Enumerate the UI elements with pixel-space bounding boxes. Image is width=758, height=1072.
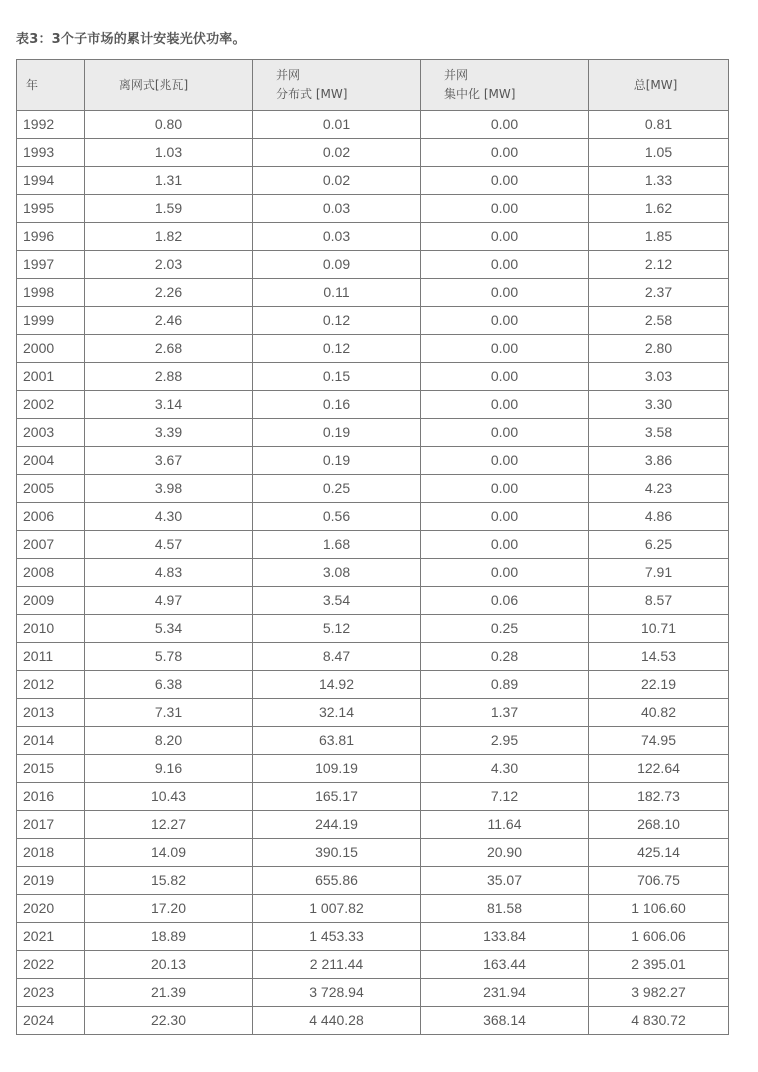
table-row	[17, 251, 729, 279]
cell-year: 2018	[17, 839, 85, 867]
cell-distributed: 1 453.33	[253, 923, 421, 951]
cell-off-grid: 2.88	[85, 363, 253, 391]
cell-off-grid: 12.27	[85, 811, 253, 839]
cell-year: 2016	[17, 783, 85, 811]
cell-off-grid: 5.78	[85, 643, 253, 671]
table-row	[17, 167, 729, 195]
cell-distributed: 32.14	[253, 699, 421, 727]
cell-year: 2001	[17, 363, 85, 391]
cell-total: 3.58	[589, 419, 729, 447]
cell-total: 40.82	[589, 699, 729, 727]
cell-total: 3.30	[589, 391, 729, 419]
cell-distributed: 0.25	[253, 475, 421, 503]
cell-centralized: 4.30	[421, 755, 589, 783]
table-row	[17, 951, 729, 979]
cell-total: 22.19	[589, 671, 729, 699]
cell-off-grid: 3.98	[85, 475, 253, 503]
cell-distributed: 2 211.44	[253, 951, 421, 979]
cell-distributed: 3 728.94	[253, 979, 421, 1007]
cell-centralized: 11.64	[421, 811, 589, 839]
cell-centralized: 0.00	[421, 279, 589, 307]
cell-distributed: 63.81	[253, 727, 421, 755]
table-row	[17, 223, 729, 251]
cell-year: 2023	[17, 979, 85, 1007]
table-row	[17, 111, 729, 139]
cell-year: 2004	[17, 447, 85, 475]
cell-total: 4.86	[589, 503, 729, 531]
cell-total: 74.95	[589, 727, 729, 755]
table-row	[17, 867, 729, 895]
cell-total: 2.58	[589, 307, 729, 335]
table-row	[17, 923, 729, 951]
cell-centralized: 0.00	[421, 167, 589, 195]
cell-centralized: 0.00	[421, 251, 589, 279]
cell-total: 7.91	[589, 559, 729, 587]
cell-off-grid: 3.39	[85, 419, 253, 447]
cell-off-grid: 3.14	[85, 391, 253, 419]
cell-distributed: 1.68	[253, 531, 421, 559]
cell-year: 1997	[17, 251, 85, 279]
cell-off-grid: 8.20	[85, 727, 253, 755]
cell-off-grid: 9.16	[85, 755, 253, 783]
cell-off-grid: 4.83	[85, 559, 253, 587]
table-row	[17, 447, 729, 475]
table-row	[17, 671, 729, 699]
table-row	[17, 279, 729, 307]
cell-centralized: 0.00	[421, 475, 589, 503]
cell-year: 2010	[17, 615, 85, 643]
cell-year: 2005	[17, 475, 85, 503]
cell-total: 2 395.01	[589, 951, 729, 979]
table-row	[17, 783, 729, 811]
table-row	[17, 587, 729, 615]
cell-year: 2000	[17, 335, 85, 363]
table-caption: 表3：3个子市场的累计安装光伏功率。	[16, 32, 246, 47]
cell-off-grid: 14.09	[85, 839, 253, 867]
cell-total: 3 982.27	[589, 979, 729, 1007]
cell-total: 706.75	[589, 867, 729, 895]
cell-total: 0.81	[589, 111, 729, 139]
table-row	[17, 643, 729, 671]
cell-total: 8.57	[589, 587, 729, 615]
cell-distributed: 109.19	[253, 755, 421, 783]
pv-capacity-table	[16, 59, 729, 1035]
cell-centralized: 0.00	[421, 195, 589, 223]
cell-total: 1.62	[589, 195, 729, 223]
cell-year: 2007	[17, 531, 85, 559]
table-row	[17, 727, 729, 755]
cell-year: 2022	[17, 951, 85, 979]
cell-off-grid: 2.46	[85, 307, 253, 335]
cell-off-grid: 17.20	[85, 895, 253, 923]
cell-total: 1.85	[589, 223, 729, 251]
cell-distributed: 3.54	[253, 587, 421, 615]
cell-year: 1999	[17, 307, 85, 335]
header-row	[17, 60, 729, 111]
cell-total: 1.05	[589, 139, 729, 167]
header-year: 年	[17, 60, 85, 111]
header-centralized-line1: 并网	[444, 68, 469, 82]
cell-total: 1 106.60	[589, 895, 729, 923]
table-row	[17, 839, 729, 867]
cell-centralized: 35.07	[421, 867, 589, 895]
cell-year: 2009	[17, 587, 85, 615]
cell-year: 2017	[17, 811, 85, 839]
table-row	[17, 475, 729, 503]
cell-distributed: 390.15	[253, 839, 421, 867]
cell-centralized: 0.25	[421, 615, 589, 643]
header-total: 总[MW]	[589, 60, 729, 111]
cell-off-grid: 2.03	[85, 251, 253, 279]
table-row	[17, 195, 729, 223]
cell-off-grid: 10.43	[85, 783, 253, 811]
cell-distributed: 0.03	[253, 223, 421, 251]
cell-distributed: 0.19	[253, 419, 421, 447]
cell-distributed: 0.15	[253, 363, 421, 391]
cell-centralized: 0.00	[421, 335, 589, 363]
cell-off-grid: 18.89	[85, 923, 253, 951]
table-row	[17, 699, 729, 727]
cell-year: 2015	[17, 755, 85, 783]
cell-year: 1992	[17, 111, 85, 139]
cell-distributed: 3.08	[253, 559, 421, 587]
cell-distributed: 0.09	[253, 251, 421, 279]
cell-centralized: 0.00	[421, 503, 589, 531]
cell-centralized: 0.00	[421, 111, 589, 139]
table-row	[17, 391, 729, 419]
cell-centralized: 0.00	[421, 363, 589, 391]
cell-distributed: 8.47	[253, 643, 421, 671]
cell-distributed: 14.92	[253, 671, 421, 699]
cell-distributed: 1 007.82	[253, 895, 421, 923]
cell-distributed: 0.02	[253, 139, 421, 167]
table-body	[17, 111, 729, 1035]
cell-total: 2.12	[589, 251, 729, 279]
table-row	[17, 363, 729, 391]
table-row	[17, 503, 729, 531]
header-off-grid: 离网式[兆瓦]	[85, 60, 253, 111]
cell-centralized: 0.00	[421, 419, 589, 447]
cell-off-grid: 3.67	[85, 447, 253, 475]
cell-distributed: 0.01	[253, 111, 421, 139]
cell-centralized: 0.00	[421, 447, 589, 475]
cell-distributed: 655.86	[253, 867, 421, 895]
cell-centralized: 163.44	[421, 951, 589, 979]
cell-total: 10.71	[589, 615, 729, 643]
cell-centralized: 81.58	[421, 895, 589, 923]
table-row	[17, 615, 729, 643]
cell-distributed: 0.19	[253, 447, 421, 475]
cell-year: 2024	[17, 1007, 85, 1035]
cell-off-grid: 21.39	[85, 979, 253, 1007]
cell-year: 1998	[17, 279, 85, 307]
cell-year: 2019	[17, 867, 85, 895]
cell-centralized: 0.00	[421, 307, 589, 335]
cell-off-grid: 2.26	[85, 279, 253, 307]
cell-centralized: 0.00	[421, 223, 589, 251]
table-row	[17, 811, 729, 839]
cell-year: 2008	[17, 559, 85, 587]
cell-centralized: 133.84	[421, 923, 589, 951]
table-header	[17, 60, 729, 111]
cell-year: 2013	[17, 699, 85, 727]
cell-centralized: 2.95	[421, 727, 589, 755]
cell-total: 4.23	[589, 475, 729, 503]
table-row	[17, 895, 729, 923]
table-row	[17, 979, 729, 1007]
cell-distributed: 0.03	[253, 195, 421, 223]
cell-centralized: 0.06	[421, 587, 589, 615]
cell-year: 1994	[17, 167, 85, 195]
cell-off-grid: 20.13	[85, 951, 253, 979]
cell-off-grid: 15.82	[85, 867, 253, 895]
table-row	[17, 335, 729, 363]
cell-centralized: 7.12	[421, 783, 589, 811]
cell-centralized: 0.00	[421, 559, 589, 587]
cell-off-grid: 1.31	[85, 167, 253, 195]
cell-total: 3.86	[589, 447, 729, 475]
table-row	[17, 419, 729, 447]
cell-distributed: 0.02	[253, 167, 421, 195]
cell-off-grid: 4.97	[85, 587, 253, 615]
header-distributed-line2: 分布式 [MW]	[276, 87, 348, 101]
cell-total: 6.25	[589, 531, 729, 559]
cell-centralized: 0.00	[421, 139, 589, 167]
cell-total: 425.14	[589, 839, 729, 867]
cell-distributed: 0.56	[253, 503, 421, 531]
cell-total: 122.64	[589, 755, 729, 783]
cell-centralized: 368.14	[421, 1007, 589, 1035]
table-row	[17, 307, 729, 335]
cell-off-grid: 22.30	[85, 1007, 253, 1035]
cell-total: 14.53	[589, 643, 729, 671]
cell-off-grid: 2.68	[85, 335, 253, 363]
table-row	[17, 139, 729, 167]
cell-distributed: 165.17	[253, 783, 421, 811]
cell-off-grid: 7.31	[85, 699, 253, 727]
cell-off-grid: 1.82	[85, 223, 253, 251]
header-distributed-line1: 并网	[276, 68, 301, 82]
cell-year: 1995	[17, 195, 85, 223]
cell-total: 268.10	[589, 811, 729, 839]
cell-off-grid: 1.03	[85, 139, 253, 167]
cell-year: 2020	[17, 895, 85, 923]
cell-centralized: 0.28	[421, 643, 589, 671]
cell-centralized: 231.94	[421, 979, 589, 1007]
cell-centralized: 1.37	[421, 699, 589, 727]
cell-year: 2002	[17, 391, 85, 419]
cell-total: 3.03	[589, 363, 729, 391]
table-row	[17, 1007, 729, 1035]
cell-centralized: 0.89	[421, 671, 589, 699]
cell-off-grid: 4.30	[85, 503, 253, 531]
cell-centralized: 20.90	[421, 839, 589, 867]
cell-off-grid: 5.34	[85, 615, 253, 643]
cell-distributed: 5.12	[253, 615, 421, 643]
cell-total: 4 830.72	[589, 1007, 729, 1035]
cell-distributed: 4 440.28	[253, 1007, 421, 1035]
cell-off-grid: 1.59	[85, 195, 253, 223]
cell-distributed: 0.11	[253, 279, 421, 307]
cell-distributed: 0.16	[253, 391, 421, 419]
cell-off-grid: 4.57	[85, 531, 253, 559]
header-centralized	[421, 60, 589, 111]
cell-year: 1996	[17, 223, 85, 251]
cell-year: 2021	[17, 923, 85, 951]
cell-year: 2011	[17, 643, 85, 671]
table-row	[17, 755, 729, 783]
cell-total: 1.33	[589, 167, 729, 195]
header-centralized-line2: 集中化 [MW]	[444, 87, 516, 101]
cell-year: 2012	[17, 671, 85, 699]
cell-distributed: 244.19	[253, 811, 421, 839]
cell-year: 2014	[17, 727, 85, 755]
cell-centralized: 0.00	[421, 531, 589, 559]
cell-off-grid: 6.38	[85, 671, 253, 699]
cell-year: 2006	[17, 503, 85, 531]
cell-total: 2.80	[589, 335, 729, 363]
table-row	[17, 559, 729, 587]
cell-total: 1 606.06	[589, 923, 729, 951]
cell-distributed: 0.12	[253, 307, 421, 335]
cell-distributed: 0.12	[253, 335, 421, 363]
cell-total: 182.73	[589, 783, 729, 811]
cell-total: 2.37	[589, 279, 729, 307]
cell-year: 2003	[17, 419, 85, 447]
table-row	[17, 531, 729, 559]
cell-year: 1993	[17, 139, 85, 167]
header-distributed	[253, 60, 421, 111]
cell-centralized: 0.00	[421, 391, 589, 419]
cell-off-grid: 0.80	[85, 111, 253, 139]
